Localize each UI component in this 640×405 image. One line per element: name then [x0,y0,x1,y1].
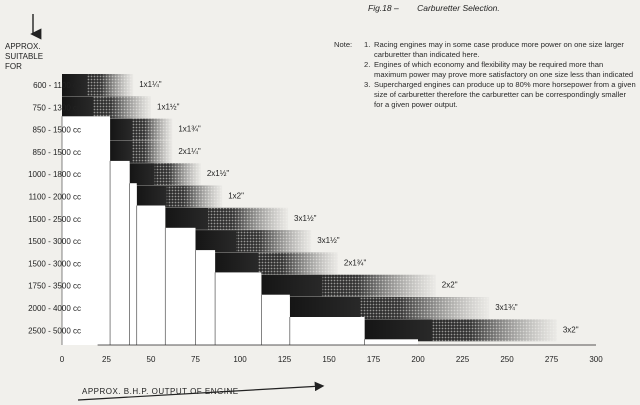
bar-label: 2x1¼" [178,146,201,156]
figure-title: Carburetter Selection. [417,3,500,13]
x-tick-label: 0 [59,355,65,364]
category-label: 1500 - 3000 cc [28,259,81,269]
bar-shadow-dots [432,319,557,341]
x-tick-label: 200 [411,355,425,364]
note-text: Supercharged engines can produce up to 80% more horsepower from a given size of carburetter therefore the carburetter can be correspondingly smaller for a given power output. [374,80,636,109]
category-label: 1750 - 3500 cc [28,281,81,291]
bar-body [196,250,216,345]
category-label: 2500 - 5000 cc [28,326,81,336]
x-tick-label: 100 [233,355,247,364]
bar-shadow-dots [236,230,311,252]
bar-label: 3x1½" [294,213,317,223]
bar-shadow-dots [93,96,151,118]
category-label: 750 - 1300 cc [32,103,81,113]
x-tick-label: 175 [366,355,381,364]
bar-label: 2x1¾" [343,258,367,268]
notes-label: Note: [334,40,353,49]
x-tick-label: 275 [544,355,559,364]
bar-body [165,228,195,345]
category-label: 1500 - 3000 cc [28,237,81,247]
bar-label: 1x1¾" [178,124,201,134]
y-axis-label-line: APPROX. [5,42,41,51]
bar-shadow-dots [132,141,172,163]
category-label: 1100 - 2000 cc [28,192,81,202]
category-label: 1500 - 2500 cc [28,214,81,224]
bar-label: 1x1¼" [139,80,162,89]
category-label: 2000 - 4000 cc [28,304,81,313]
note-number: 1. [364,40,371,49]
note-number: 3. [364,80,371,90]
bar-body [110,161,130,345]
x-tick-label: 300 [589,355,603,364]
bar-label: 2x2" [441,280,458,290]
bar-shadow-dots [322,275,435,297]
note-text: Engines of which economy and flexibility may be required more than maximum power may prove more satisfactory on one size less than indicated [374,60,634,79]
x-tick-label: 50 [146,355,156,364]
bar-label: 3x2" [562,325,579,335]
category-label: 1000 - 1800 cc [28,170,81,180]
bar-label: 2x1½" [206,169,230,179]
bar-body [215,272,261,345]
bar-shadow-dots [208,208,288,230]
y-axis-label-line: FOR [5,62,22,71]
bar-body [261,295,289,345]
bar-shadow-dots [258,252,338,274]
note-text: Racing engines may in some case produce more power on one size larger carburetter than indicated here. [374,40,624,59]
note-number: 2. [364,60,371,70]
x-tick-label: 75 [191,355,200,364]
bar-body [290,317,365,345]
x-tick-label: 150 [322,355,336,364]
x-axis-label: APPROX. B.H.P. OUTPUT OF ENGINE [82,387,239,396]
category-label: 850 - 1500 cc [32,147,81,157]
category-label: 600 - 1100 cc [33,81,81,90]
x-tick-label: 225 [455,355,470,364]
x-tick-label: 125 [277,355,292,364]
category-label: 850 - 1500 cc [32,125,81,135]
figure-label: Fig.18 – [368,3,399,13]
bar-body [137,206,165,346]
x-tick-label: 25 [102,355,111,364]
bar-label: 3x1¾" [495,303,518,312]
bar-shadow-dots [132,119,172,141]
bar-label: 1x2" [228,191,244,201]
bar-body [365,339,418,345]
bar-label: 1x1½" [157,102,180,112]
bar-label: 3x1½" [317,236,340,246]
bar-shadow-dots [87,74,133,96]
bar-shadow-dots [155,163,201,185]
bar-shadow-dots [167,186,223,208]
bar-body [130,183,137,345]
bar-shadow-dots [360,297,490,319]
y-axis-label-line: SUITABLE [5,52,44,61]
x-tick-label: 250 [500,355,514,364]
